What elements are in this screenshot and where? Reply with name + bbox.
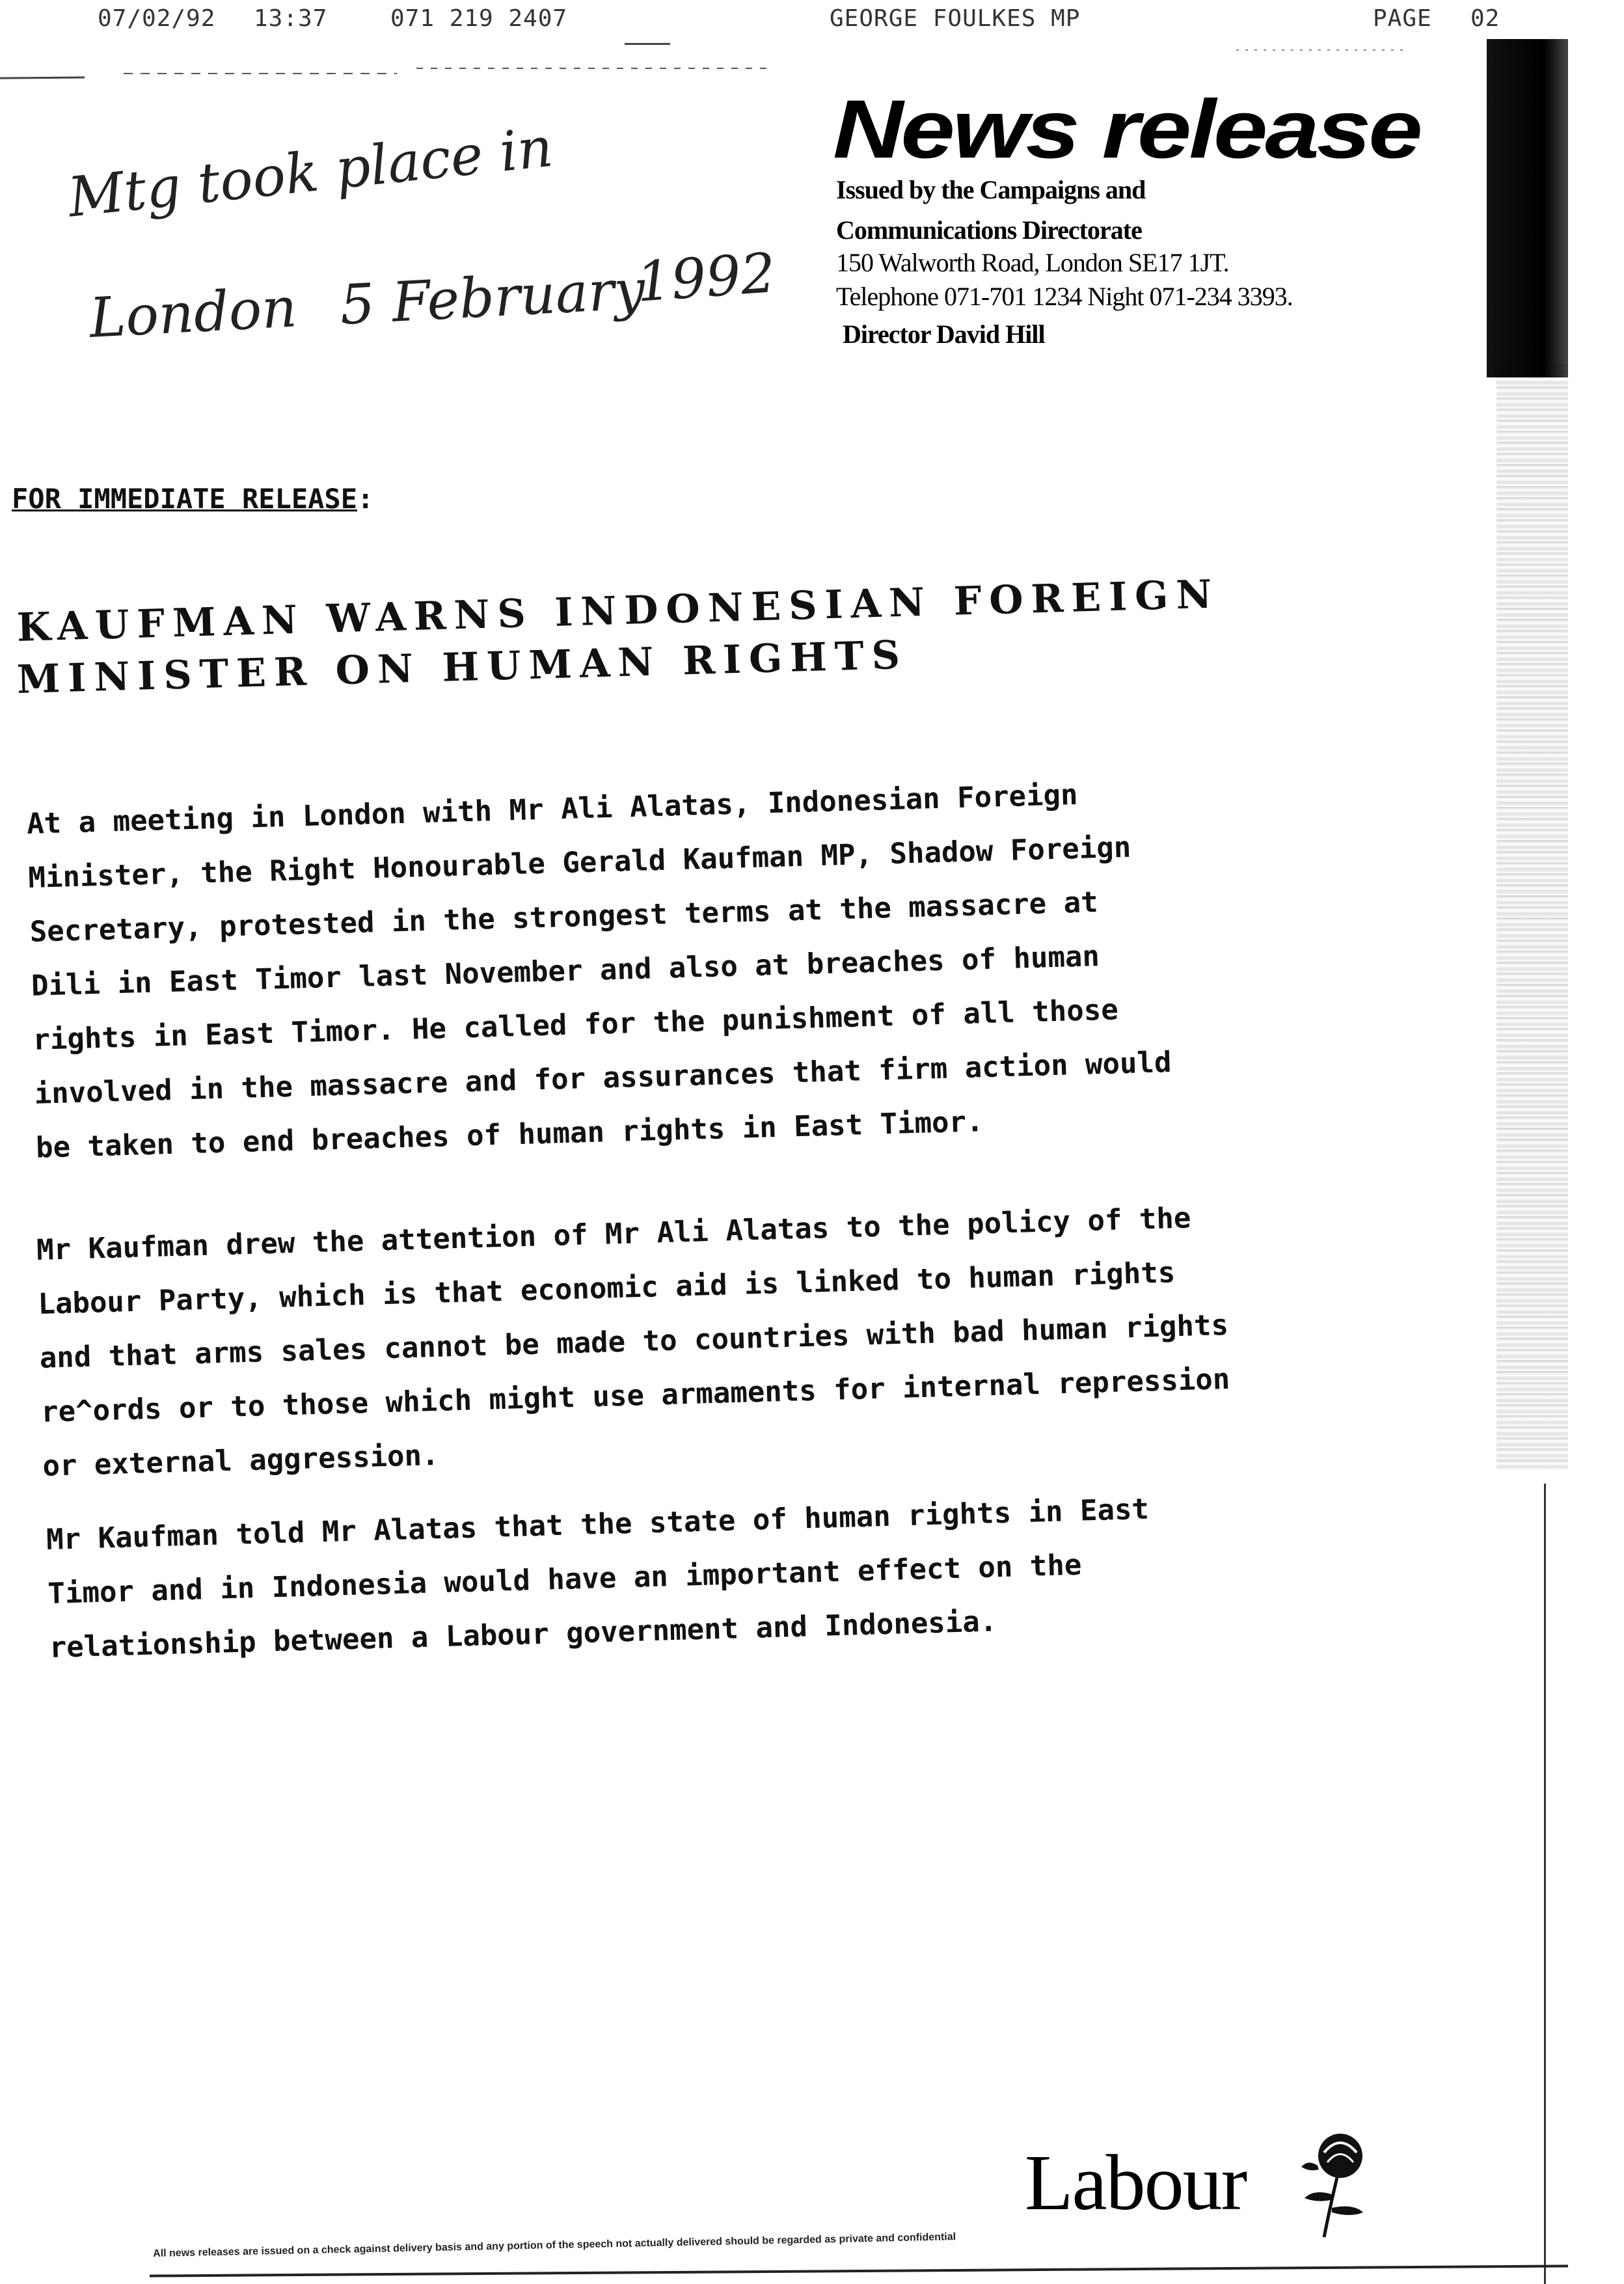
issued-by-line2: Communications Directorate: [836, 215, 1142, 245]
fax-sender: GEORGE FOULKES MP: [830, 5, 1081, 32]
director: Director David Hill: [843, 319, 1045, 349]
bottom-rule: [150, 2264, 1568, 2277]
paragraph-line: Secretary, protested in the strongest terms at the massacre at: [29, 886, 1099, 949]
news-release-title: News release: [833, 82, 1420, 176]
handwritten-note-place: London: [88, 275, 299, 350]
handwritten-note-year: 1992: [634, 241, 778, 314]
paragraph-line: or external aggression.: [42, 1438, 440, 1483]
paragraph-line: be taken to end breaches of human rights in East Timor.: [35, 1105, 984, 1165]
scan-edge-shadow: [1487, 39, 1568, 377]
headline-line1: KAUFMAN WARNS INDONESIAN FOREIGN: [16, 571, 1221, 651]
paragraph-line: Dili in East Timor last November and also at breaches of human: [31, 940, 1100, 1003]
paragraph-line: re^ords or to those which might use armaments for internal repression: [40, 1362, 1230, 1429]
release-label: [12, 483, 373, 515]
labour-logo: Labour: [1025, 2139, 1247, 2227]
disclaimer: All news releases are issued on a check against delivery basis and any portion of the speech not actually delivered should be regarded as private and confidential: [153, 2231, 956, 2259]
handwritten-note-line1: Mtg took place in: [65, 115, 556, 230]
rose-icon: [1292, 2127, 1383, 2246]
scan-edge-speckle: [1496, 364, 1568, 1471]
paragraph-3: [46, 1482, 1153, 1675]
paragraph-line: rights in East Timor. He called for the punishment of all those: [32, 993, 1119, 1057]
paragraph-line: Mr Kaufman drew the attention of Mr Ali Alatas to the policy of the: [36, 1201, 1192, 1267]
paragraph-line: Labour Party, which is that economic aid is linked to human rights: [37, 1256, 1176, 1321]
paragraph-line: Minister, the Right Honourable Gerald Kaufman MP, Shadow Foreign: [27, 830, 1131, 895]
paragraph-2: [36, 1190, 1232, 1493]
paragraph-line: relationship between a Labour government and Indonesia.: [49, 1605, 997, 1665]
address: 150 Walworth Road, London SE17 1JT.: [836, 248, 1229, 277]
fax-time: 13:37: [254, 5, 328, 32]
paragraph-line: Mr Kaufman told Mr Alatas that the state of human rights in East: [46, 1492, 1150, 1557]
release-label-text: FOR IMMEDIATE RELEASE: [12, 483, 358, 515]
paragraph-1: [26, 765, 1174, 1175]
telephone: Telephone 071-701 1234 Night 071-234 3393.: [836, 282, 1293, 311]
fax-date: 07/02/92: [98, 5, 216, 32]
fax-number: 071 219 2407: [390, 5, 568, 32]
paragraph-line: Timor and in Indonesia would have an important effect on the: [47, 1548, 1082, 1611]
fax-page-label: PAGE: [1373, 5, 1432, 32]
paragraph-line: and that arms sales cannot be made to countries with bad human rights: [39, 1308, 1229, 1375]
release-label-colon: :: [357, 483, 374, 515]
handwritten-note-date: 5 February: [338, 257, 647, 337]
fax-page-number: 02: [1470, 5, 1500, 32]
paragraph-line: involved in the massacre and for assurances that firm action would: [34, 1046, 1172, 1111]
headline-line2: MINISTER ON HUMAN RIGHTS: [16, 632, 908, 703]
paragraph-line: At a meeting in London with Mr Ali Alatas, Indonesian Foreign: [26, 778, 1079, 841]
scan-edge-line: [1544, 1484, 1546, 2284]
issued-by-line1: Issued by the Campaigns and: [836, 175, 1146, 204]
